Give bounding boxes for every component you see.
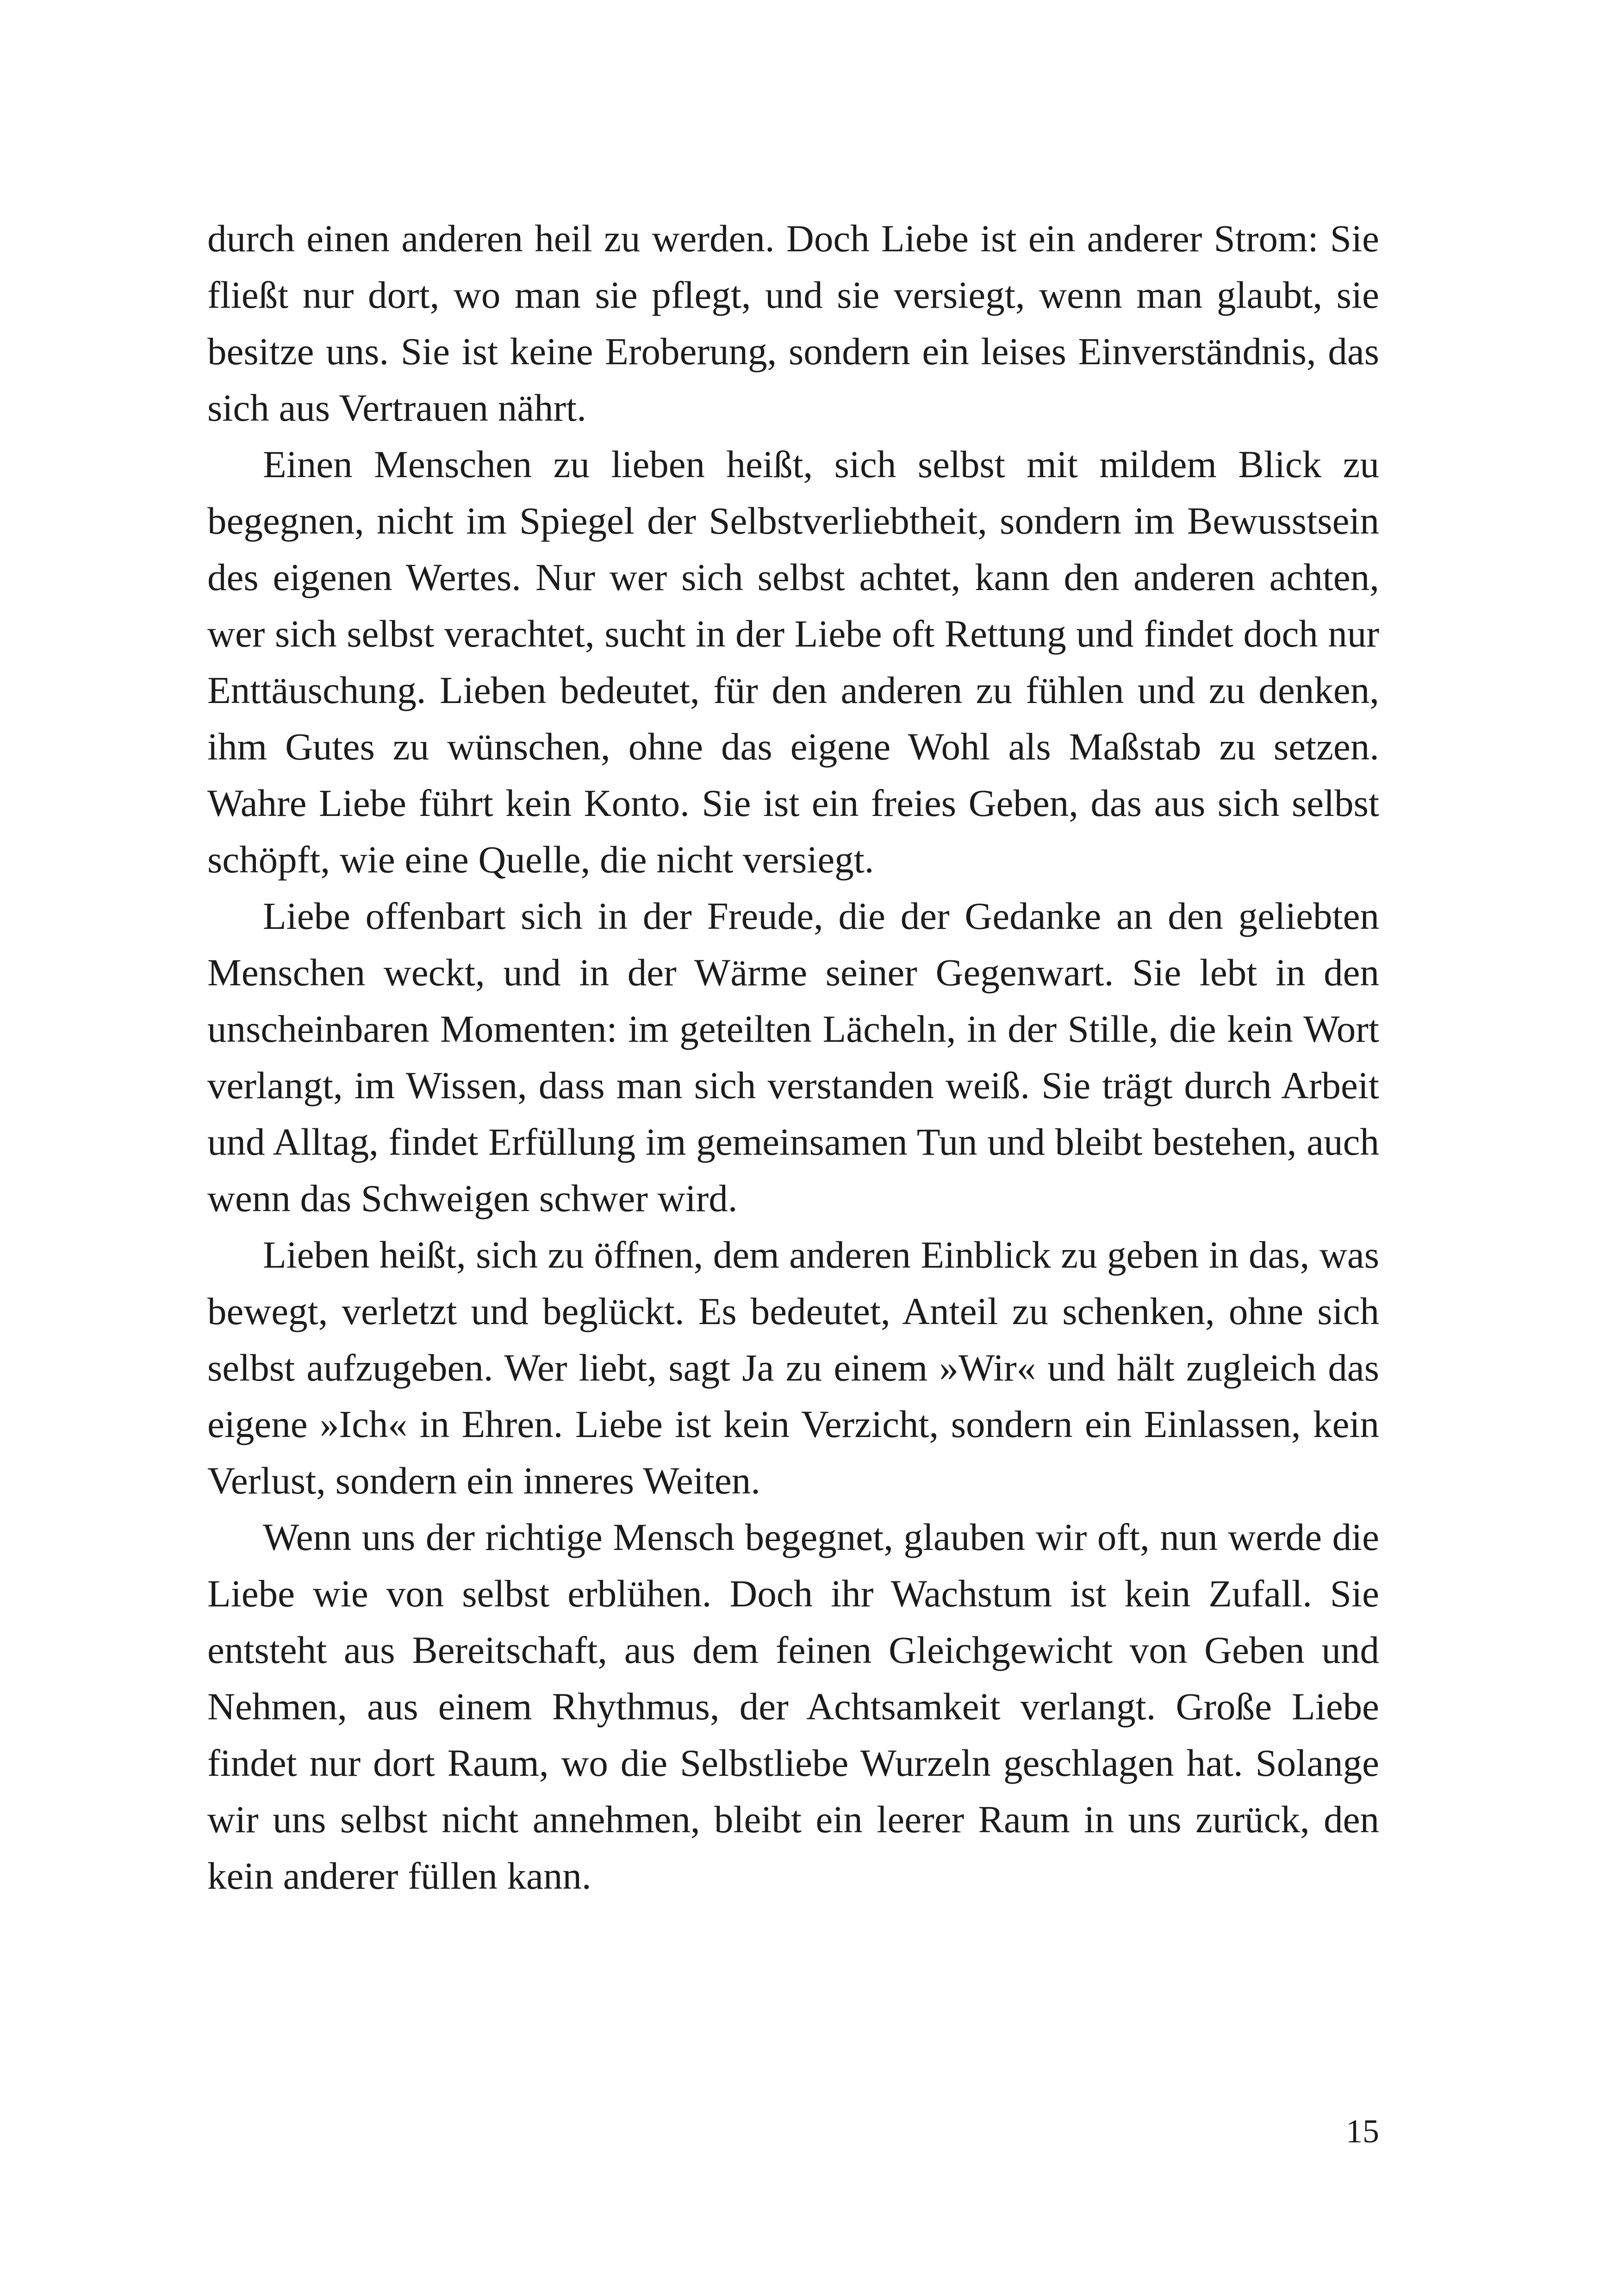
- page-number: 15: [1346, 2113, 1379, 2150]
- paragraph-1: durch einen anderen heil zu werden. Doch Liebe ist ein anderer Strom: Sie fließt nur dort, wo man sie pflegt, und sie versiegt, wenn man glaubt, sie besitze uns. Sie ist keine Eroberung, sondern ein leises Einverständnis, das sich aus Vertrauen nährt.: [207, 217, 1379, 429]
- paragraph-5: Wenn uns der richtige Mensch begegnet, glauben wir oft, nun werde die Liebe wie von selbst erblühen. Doch ihr Wachstum ist kein Zufall. Sie entsteht aus Bereitschaft, aus dem feinen Gleichgewicht von Geben und Nehmen, aus einem Rhythmus, der Achtsamkeit verlangt. Große Liebe findet nur dort Raum, wo die Selbstliebe Wurzeln geschlagen hat. Solange wir uns selbst nicht annehmen, bleibt ein leerer Raum in uns zurück, den kein anderer füllen kann.: [207, 1516, 1379, 1897]
- paragraph-3: Liebe offenbart sich in der Freude, die der Gedanke an den geliebten Menschen weckt, und in der Wärme seiner Gegenwart. Sie lebt in den unscheinbaren Momenten: im geteilten Lächeln, in der Stille, die kein Wort verlangt, im Wissen, dass man sich verstanden weiß. Sie trägt durch Arbeit und Alltag, findet Erfüllung im gemeinsamen Tun und bleibt bestehen, auch wenn das Schweigen schwer wird.: [207, 895, 1379, 1220]
- paragraph-4: Lieben heißt, sich zu öffnen, dem anderen Einblick zu geben in das, was bewegt, verletzt und beglückt. Es bedeutet, Anteil zu schenken, ohne sich selbst aufzugeben. Wer liebt, sagt Ja zu einem »Wir« und hält zugleich das eigene »Ich« in Ehren. Liebe ist kein Verzicht, sondern ein Einlassen, kein Verlust, sondern ein inneres Weiten.: [207, 1233, 1379, 1502]
- body-text: [207, 210, 1379, 1904]
- paragraph-2: Einen Menschen zu lieben heißt, sich selbst mit mildem Blick zu begegnen, nicht im Spiegel der Selbstverliebtheit, sondern im Bewusstsein des eigenen Wertes. Nur wer sich selbst achtet, kann den anderen achten, wer sich selbst verachtet, sucht in der Liebe oft Rettung und findet doch nur Enttäuschung. Lieben bedeutet, für den anderen zu fühlen und zu denken, ihm Gutes zu wünschen, ohne das eigene Wohl als Maßstab zu setzen. Wahre Liebe führt kein Konto. Sie ist ein freies Geben, das aus sich selbst schöpft, wie eine Quelle, die nicht versiegt.: [207, 443, 1379, 881]
